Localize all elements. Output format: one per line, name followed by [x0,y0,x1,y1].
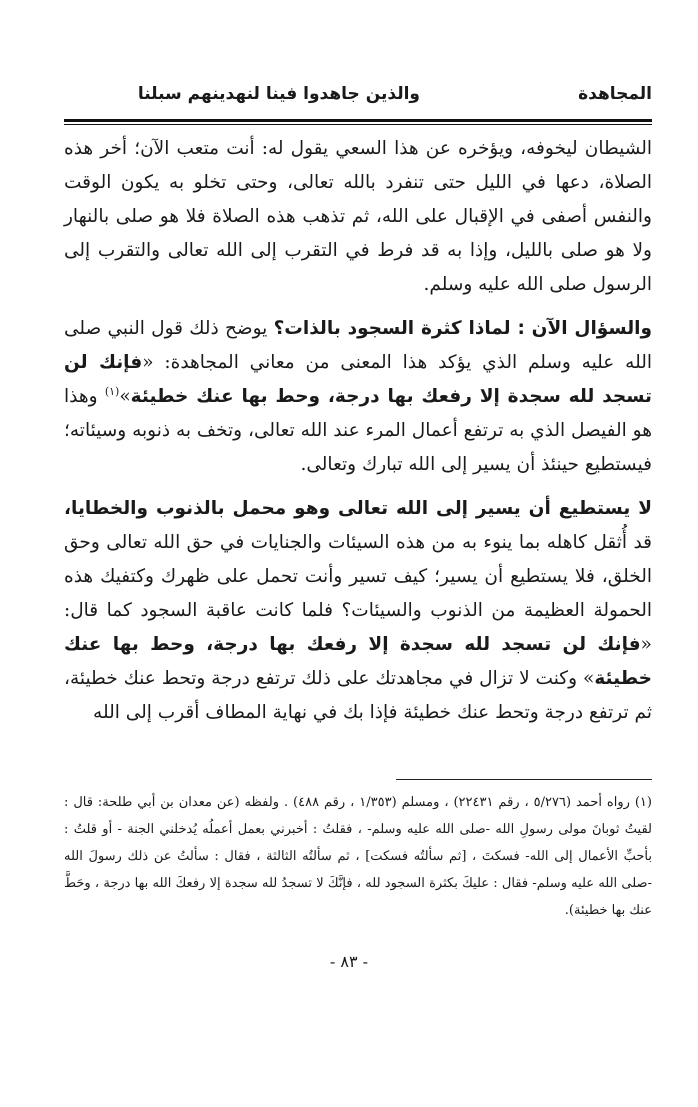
header-section: المجاهدة [578,84,652,104]
running-header [64,84,652,110]
paragraph-3 [64,492,652,730]
statement-heading: لا يستطيع أن يسير إلى الله تعالى وهو محمل بالذنوب والخطايا، [64,498,652,519]
header-title: والذين جاهدوا فينا لنهدينهم سبلنا [137,84,420,104]
p3-text-a: قد أُثقل كاهله بما ينوء به من هذه السيئات والجنايات في حق الله تعالى وحق الخلق، فلا يستطيع أن يسير؛ كيف تسير وأنت تحمل على ظهرك وكتفيك هذه الحمولة العظيمة من الذنوب والسيئات؟ فلما كانت عاقبة السجود كما قال: « [64,532,652,655]
p2-text-b: » [119,386,131,407]
paragraph-1: الشيطان ليخوفه، ويؤخره عن هذا السعي يقول له: أنت متعب الآن؛ أخر هذه الصلاة، دعها في الليل حتى تنفرد بالله تعالى، وحتى تخلو به يكون الوقت والنفس أصفى في الإقبال على الله، ثم تذهب هذه الصلاة فلا هو صلى بالنهار ولا هو صلى بالليل، وإذا به قد فرط في التقرب إلى الله تعالى والتقرب إلى الرسول صلى الله عليه وسلم. [64,138,652,295]
header-rule-thin [64,124,652,125]
p2-text-a: يوضح ذلك قول النبي صلى الله عليه وسلم الذي يؤكد هذا المعنى من معاني المجاهدة: « [64,318,652,373]
hadith-quote-repeat: فإنك لن تسجد لله سجدة إلا رفعك بها درجة، وحط بها عنك خطيئة [64,634,652,689]
hadith-quote: فإنك لن تسجد لله سجدة إلا رفعك بها درجة، وحط بها عنك خطيئة [64,352,652,407]
paragraph-2 [64,312,652,482]
page-number: - ٨٣ - [329,952,369,971]
p2-text-c: وهذا هو الفيصل الذي به ترتفع أعمال المرء عند الله تعالى، وتخف به ذنوبه وسيئاته؛ فيستطيع حينئذ أن يسير إلى الله تبارك وتعالى. [64,386,652,475]
footnote-text: (١) رواه أحمد (٥/٢٧٦ ، رقم ٢٢٤٣١) ، ومسلم (١/٣٥٣ ، رقم ٤٨٨) . ولفظه (عن معدان بن أبي طلحة: قال : لقيتُ ثوبانَ مولى رسولِ الله -صلى الله عليه وسلم- ، فقلتُ : أخبرني بعمل أعملُه يُدخلني الجنة - أو قلتُ : بأحبِّ الأعمال إلى الله- فسكتَ ، [ثم سألتُه فسكت] ، ثم سألتُه الثالثة ، فقال : سألتُ عن ذلك رسولَ الله -صلى الله عليه وسلم- فقال : عليكَ بكثرة السجود لله ، فإنَّكَ لا تسجدُ لله سجدة إلا رفعكَ الله بها درجة ، وحَطَّ عنك بها خطيئة). [64,795,652,918]
question-heading: والسؤال الآن : لماذا كثرة السجود بالذات؟ [273,318,652,339]
body-text [64,132,652,730]
p3-text-b: » وكنت لا تزال في مجاهدتك على ذلك ترتفع درجة وتحط عنك خطيئة، ثم ترتفع درجة وتحط عنك خطيئة فإذا بك في نهاية المطاف أقرب إلى الله [64,668,652,723]
footnote [64,789,652,924]
header-rule-thick [64,119,652,122]
footnote-marker[interactable]: (١) [104,384,120,398]
footnote-separator [396,779,652,780]
